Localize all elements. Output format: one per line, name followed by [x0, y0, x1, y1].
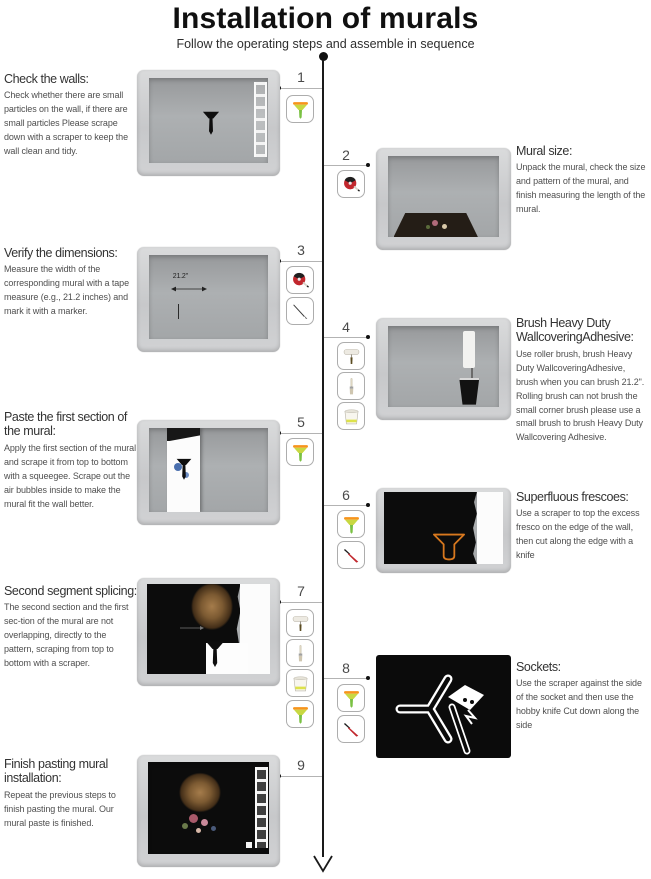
dimension-arrow-icon	[169, 285, 209, 293]
timeline-line	[322, 60, 324, 857]
step-5-body: Apply the first section of the mural and scrape it from top to bottom with a squeegee. Scrape out the air bubbles inside to make the mural fit the wall better.	[4, 442, 136, 509]
step-3-text	[4, 246, 138, 319]
step-6-number: 6	[342, 487, 350, 503]
tape-measure-icon	[290, 270, 311, 291]
step-6-title: Superfluous frescoes:	[516, 490, 629, 504]
step-5-tick	[281, 433, 322, 434]
step-2-text	[516, 144, 649, 217]
step-8-tool-scraper	[337, 684, 365, 712]
ladder-icon	[254, 82, 267, 157]
brush-icon	[341, 376, 362, 397]
step-6-tool-knife	[337, 541, 365, 569]
lion-mural-graphic	[172, 766, 228, 819]
step-6-illustration	[376, 488, 511, 573]
scraper-icon	[290, 704, 311, 725]
arrow-down-icon	[312, 854, 334, 874]
step-3-number: 3	[297, 242, 305, 258]
step-7-tool-bucket	[286, 669, 314, 697]
ladder-icon	[255, 767, 268, 848]
scraper-silhouette-icon	[175, 457, 193, 482]
step-9-number: 9	[297, 757, 305, 773]
flower-graphic	[211, 826, 216, 831]
scraper-outline-icon	[429, 531, 469, 563]
step-2-body: Unpack the mural, check the size and pattern of the mural, and finish measuring the length of the mural.	[516, 162, 646, 215]
step-3-body: Measure the width of the corresponding mural with a tape measure (e.g., 21.2 inches) and mark it with a marker.	[4, 264, 129, 317]
step-7-title: Second segment splicing:	[4, 584, 137, 598]
step-5-number: 5	[297, 414, 305, 430]
brush-icon	[290, 643, 311, 664]
step-5-illustration	[137, 420, 280, 525]
step-7-tick	[281, 602, 322, 603]
step-7-text	[4, 584, 138, 671]
dimension-label: 21.2"	[172, 273, 188, 281]
step-1-body: Check whether there are small particles on the wall, if there are small particles Please scrape down with a scraper to keep the wall clean and tidy.	[4, 90, 128, 157]
knife-icon	[341, 545, 362, 566]
step-4-title: Brush Heavy Duty WallcoveringAdhesive:	[516, 316, 634, 345]
step-8-dot	[366, 676, 370, 680]
step-5-text	[4, 410, 138, 511]
step-4-illustration	[376, 318, 511, 420]
step-6-text	[516, 490, 649, 563]
adhesive-bucket-graphic	[457, 378, 481, 405]
scraper-icon	[290, 442, 311, 463]
step-1-title: Check the walls:	[4, 72, 89, 86]
marker-icon	[290, 301, 311, 322]
bucket-icon	[290, 673, 311, 694]
step-3-title: Verify the dimensions:	[4, 246, 118, 260]
step-6-tool-scraper	[337, 510, 365, 538]
step-6-dot	[366, 503, 370, 507]
knife-icon	[341, 719, 362, 740]
step-6-body: Use a scraper to top the excess fresco on the edge of the wall, then cut along the edge with a knife	[516, 508, 640, 561]
step-2-illustration	[376, 148, 511, 250]
step-4-number: 4	[342, 319, 350, 335]
step-9-text	[4, 757, 138, 831]
tape-measure-icon	[341, 174, 362, 195]
roller-on-wall-graphic	[463, 331, 475, 368]
step-2-tool-tape-measure	[337, 170, 365, 198]
flower-graphic	[201, 819, 208, 826]
step-7-tool-brush	[286, 639, 314, 667]
step-4-body: Use roller brush, brush Heavy Duty WallcoveringAdhesive, brush when you can brush 21.2". Rolling brush can not brush the small corner brush please use a small brush to brush Heavy Duty Wallcovering Adhesive.	[516, 348, 645, 443]
socket-dot-graphic	[246, 842, 252, 848]
roller-icon	[341, 346, 362, 367]
step-3-tool-marker	[286, 297, 314, 325]
step-1-number: 1	[297, 69, 305, 85]
step-4-tick	[324, 337, 368, 338]
splice-arrow-icon	[179, 625, 205, 631]
step-6-tick	[324, 505, 368, 506]
scraper-silhouette-icon	[204, 639, 226, 670]
step-8-illustration	[376, 655, 511, 758]
step-4-dot	[366, 335, 370, 339]
step-4-text	[516, 316, 649, 445]
step-2-dot	[366, 163, 370, 167]
unpasted-wall-graphic	[477, 492, 503, 564]
marker-mark-graphic	[178, 304, 179, 319]
bucket-icon	[341, 406, 362, 427]
step-4-tool-brush	[337, 372, 365, 400]
step-7-number: 7	[297, 583, 305, 599]
page-title: Installation of murals	[172, 2, 479, 35]
page-subtitle: Follow the operating steps and assemble in sequence	[176, 37, 475, 51]
step-8-number: 8	[342, 660, 350, 676]
step-3-illustration	[137, 247, 280, 352]
step-9-body: Repeat the previous steps to finish pasting the mural. Our mural paste is finished.	[4, 789, 116, 828]
step-7-tool-scraper	[286, 700, 314, 728]
step-8-tool-knife	[337, 715, 365, 743]
step-1-tick	[281, 88, 322, 89]
step-5-title: Paste the first section of the mural:	[4, 410, 127, 439]
scraper-icon	[341, 514, 362, 535]
step-9-illustration	[137, 755, 280, 867]
step-2-title: Mural size:	[516, 144, 573, 158]
step-7-body: The second section and the first sec-tion of the mural are not overlapping, directly to the pattern, scraping from top to bottom with a scraper.	[4, 602, 129, 669]
step-4-tool-bucket	[337, 402, 365, 430]
roller-icon	[290, 613, 311, 634]
step-1-tool-scraper	[286, 95, 314, 123]
scraper-icon	[341, 688, 362, 709]
flower-graphic	[196, 828, 201, 833]
socket-cutting-graphic	[376, 655, 511, 758]
step-8-title: Sockets:	[516, 660, 561, 674]
step-2-number: 2	[342, 147, 350, 163]
step-3-tick	[281, 261, 322, 262]
step-2-tick	[324, 165, 368, 166]
step-8-body: Use the scraper against the side of the socket and then use the hobby knife Cut down along the side	[516, 678, 642, 731]
flower-graphic	[182, 823, 188, 829]
scraper-icon	[290, 99, 311, 120]
mural-on-floor-graphic	[394, 213, 478, 237]
step-8-text	[516, 660, 649, 733]
step-7-tool-roller	[286, 609, 314, 637]
step-1-illustration	[137, 70, 280, 176]
step-1-text	[4, 72, 138, 159]
step-9-title: Finish pasting mural installation:	[4, 757, 108, 786]
step-4-tool-roller	[337, 342, 365, 370]
scraper-silhouette-icon	[201, 110, 221, 137]
step-7-illustration	[137, 578, 280, 686]
flower-graphic	[189, 814, 198, 823]
step-9-tick	[281, 776, 322, 777]
step-8-tick	[324, 678, 368, 679]
step-3-tool-tape-measure	[286, 266, 314, 294]
step-5-tool-scraper	[286, 438, 314, 466]
